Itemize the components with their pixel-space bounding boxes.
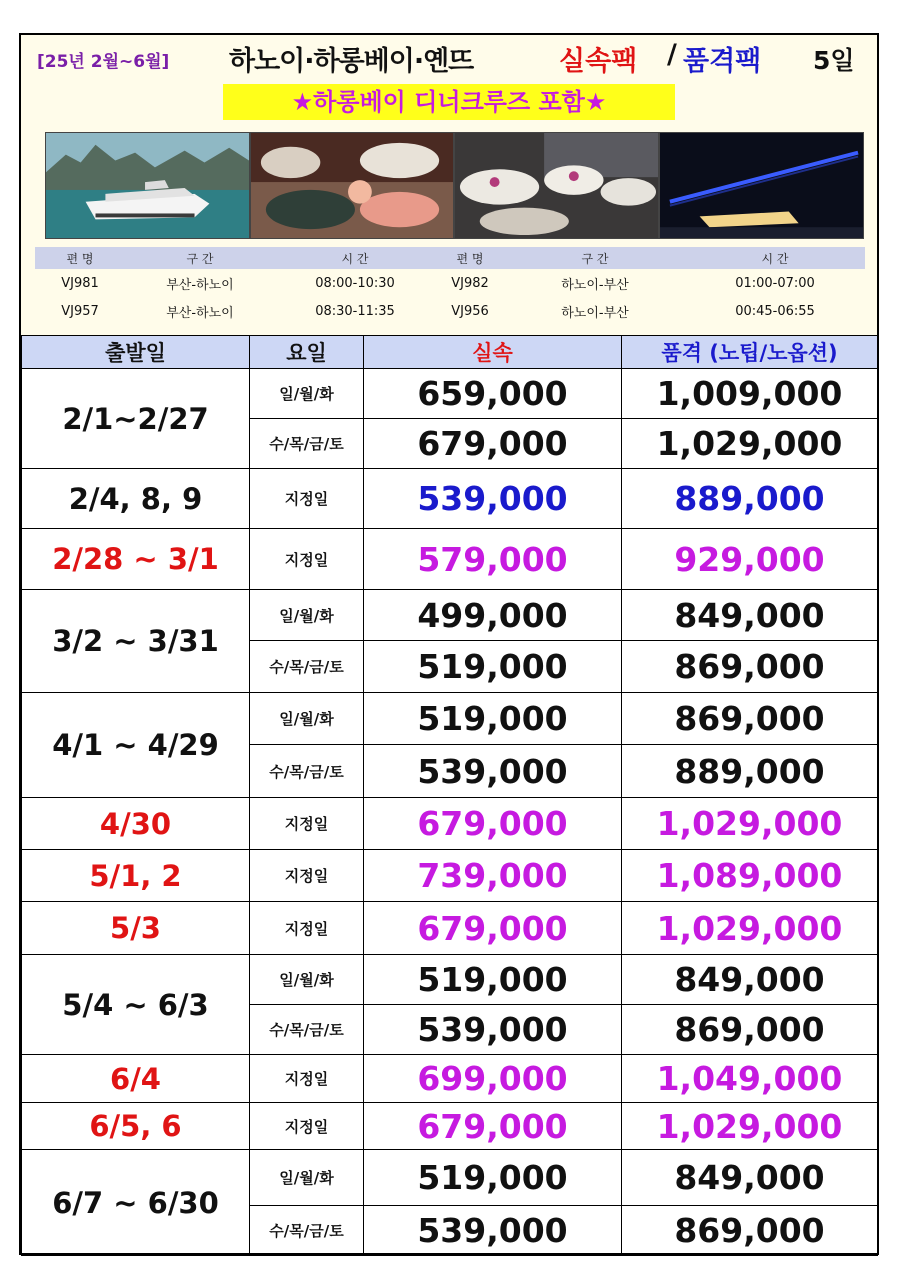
standard-price: 539,000 <box>364 745 622 798</box>
weekday: 지정일 <box>250 850 364 902</box>
seafood-buffet-photo <box>250 132 454 239</box>
departure-date: 3/2 ~ 3/31 <box>22 590 250 693</box>
premium-price: 1,029,000 <box>622 798 878 850</box>
standard-price: 579,000 <box>364 529 622 590</box>
dinner-cruise-banner: ★하롱베이 디너크루즈 포함★ <box>223 84 675 120</box>
flight-number: VJ956 <box>451 303 489 319</box>
weekday: 지정일 <box>250 529 364 590</box>
weekday: 수/목/금/토 <box>250 1005 364 1055</box>
flight-row <box>35 269 865 297</box>
departure-date: 2/4, 8, 9 <box>22 469 250 529</box>
departure-date: 6/5, 6 <box>22 1103 250 1150</box>
table-row <box>22 369 878 419</box>
flight-header-cell: 구 간 <box>186 251 214 266</box>
price-table <box>21 335 878 1256</box>
flight-header-cell: 편 명 <box>66 251 94 266</box>
flight-time: 00:45-06:55 <box>735 303 815 319</box>
table-row <box>22 529 878 590</box>
weekday: 일/월/화 <box>250 1150 364 1206</box>
cruise-ship-photo <box>45 132 250 239</box>
flight-header-cell: 시 간 <box>761 251 789 266</box>
premium-pack-label: 품격팩 <box>683 46 762 77</box>
flight-time: 01:00-07:00 <box>735 275 815 291</box>
table-row <box>22 798 878 850</box>
departure-date-header: 출발일 <box>22 336 250 369</box>
flight-route: 부산-하노이 <box>166 277 234 293</box>
table-row <box>22 955 878 1005</box>
table-row <box>22 590 878 641</box>
premium-price: 1,029,000 <box>622 419 878 469</box>
tour-title: 하노이·하롱베이·옌뜨 <box>229 46 474 77</box>
premium-price: 869,000 <box>622 693 878 745</box>
standard-price: 659,000 <box>364 369 622 419</box>
departure-date: 2/1~2/27 <box>22 369 250 469</box>
table-row <box>22 1055 878 1103</box>
standard-price: 519,000 <box>364 641 622 693</box>
flight-header-cell: 시 간 <box>341 251 369 266</box>
weekday: 수/목/금/토 <box>250 641 364 693</box>
standard-price-header: 실속 <box>364 336 622 369</box>
table-row <box>22 1103 878 1150</box>
departure-date: 5/3 <box>22 902 250 955</box>
flight-row <box>35 297 865 325</box>
flight-route: 부산-하노이 <box>166 305 234 321</box>
premium-price: 869,000 <box>622 1005 878 1055</box>
premium-price: 1,089,000 <box>622 850 878 902</box>
standard-price: 539,000 <box>364 1206 622 1256</box>
flight-header-cell: 편 명 <box>456 251 484 266</box>
premium-price: 1,009,000 <box>622 369 878 419</box>
premium-price: 849,000 <box>622 590 878 641</box>
premium-price: 849,000 <box>622 1150 878 1206</box>
standard-price: 499,000 <box>364 590 622 641</box>
premium-price: 1,049,000 <box>622 1055 878 1103</box>
weekday: 지정일 <box>250 1055 364 1103</box>
standard-price: 539,000 <box>364 1005 622 1055</box>
price-table-header <box>22 336 878 369</box>
premium-price: 1,029,000 <box>622 1103 878 1150</box>
departure-date: 6/4 <box>22 1055 250 1103</box>
weekday: 일/월/화 <box>250 590 364 641</box>
weekday-header: 요일 <box>250 336 364 369</box>
flight-number: VJ957 <box>61 303 99 319</box>
flight-time: 08:00-10:30 <box>315 275 395 291</box>
table-row <box>22 1150 878 1206</box>
table-row <box>22 902 878 955</box>
weekday: 수/목/금/토 <box>250 745 364 798</box>
departure-date: 5/1, 2 <box>22 850 250 902</box>
standard-price: 519,000 <box>364 1150 622 1206</box>
night-bridge-cruise-photo <box>659 132 864 239</box>
weekday: 일/월/화 <box>250 955 364 1005</box>
period-tag: [25년 2월~6월] <box>37 52 170 72</box>
departure-date: 5/4 ~ 6/3 <box>22 955 250 1055</box>
weekday: 지정일 <box>250 469 364 529</box>
departure-date: 2/28 ~ 3/1 <box>22 529 250 590</box>
dinner-platter-photo <box>454 132 659 239</box>
sheet-header <box>21 35 877 335</box>
premium-price: 1,029,000 <box>622 902 878 955</box>
standard-price: 519,000 <box>364 955 622 1005</box>
standard-price: 699,000 <box>364 1055 622 1103</box>
departure-date: 4/1 ~ 4/29 <box>22 693 250 798</box>
flight-header-cell: 구 간 <box>581 251 609 266</box>
standard-price: 539,000 <box>364 469 622 529</box>
premium-price: 889,000 <box>622 469 878 529</box>
table-row <box>22 693 878 745</box>
departure-date: 6/7 ~ 6/30 <box>22 1150 250 1256</box>
flight-schedule <box>35 247 865 325</box>
flight-route: 하노이-부산 <box>561 277 629 293</box>
standard-pack-label: 실속팩 <box>559 46 638 77</box>
price-sheet <box>19 33 879 1255</box>
premium-price: 869,000 <box>622 641 878 693</box>
weekday: 수/목/금/토 <box>250 419 364 469</box>
weekday: 수/목/금/토 <box>250 1206 364 1256</box>
flight-number: VJ981 <box>61 275 99 291</box>
departure-date: 4/30 <box>22 798 250 850</box>
weekday: 지정일 <box>250 798 364 850</box>
weekday: 지정일 <box>250 902 364 955</box>
weekday: 일/월/화 <box>250 693 364 745</box>
standard-price: 679,000 <box>364 902 622 955</box>
flight-route: 하노이-부산 <box>561 305 629 321</box>
premium-price: 869,000 <box>622 1206 878 1256</box>
title-slash: / <box>667 39 677 70</box>
premium-price: 929,000 <box>622 529 878 590</box>
standard-price: 739,000 <box>364 850 622 902</box>
premium-price-header: 품격 (노팁/노옵션) <box>622 336 878 369</box>
table-row <box>22 469 878 529</box>
premium-price: 889,000 <box>622 745 878 798</box>
flight-time: 08:30-11:35 <box>315 303 395 319</box>
tour-days: 5일 <box>813 46 855 75</box>
weekday: 지정일 <box>250 1103 364 1150</box>
standard-price: 679,000 <box>364 1103 622 1150</box>
standard-price: 679,000 <box>364 419 622 469</box>
flight-schedule-header <box>35 247 865 269</box>
standard-price: 519,000 <box>364 693 622 745</box>
premium-price: 849,000 <box>622 955 878 1005</box>
flight-number: VJ982 <box>451 275 489 291</box>
weekday: 일/월/화 <box>250 369 364 419</box>
table-row <box>22 850 878 902</box>
standard-price: 679,000 <box>364 798 622 850</box>
